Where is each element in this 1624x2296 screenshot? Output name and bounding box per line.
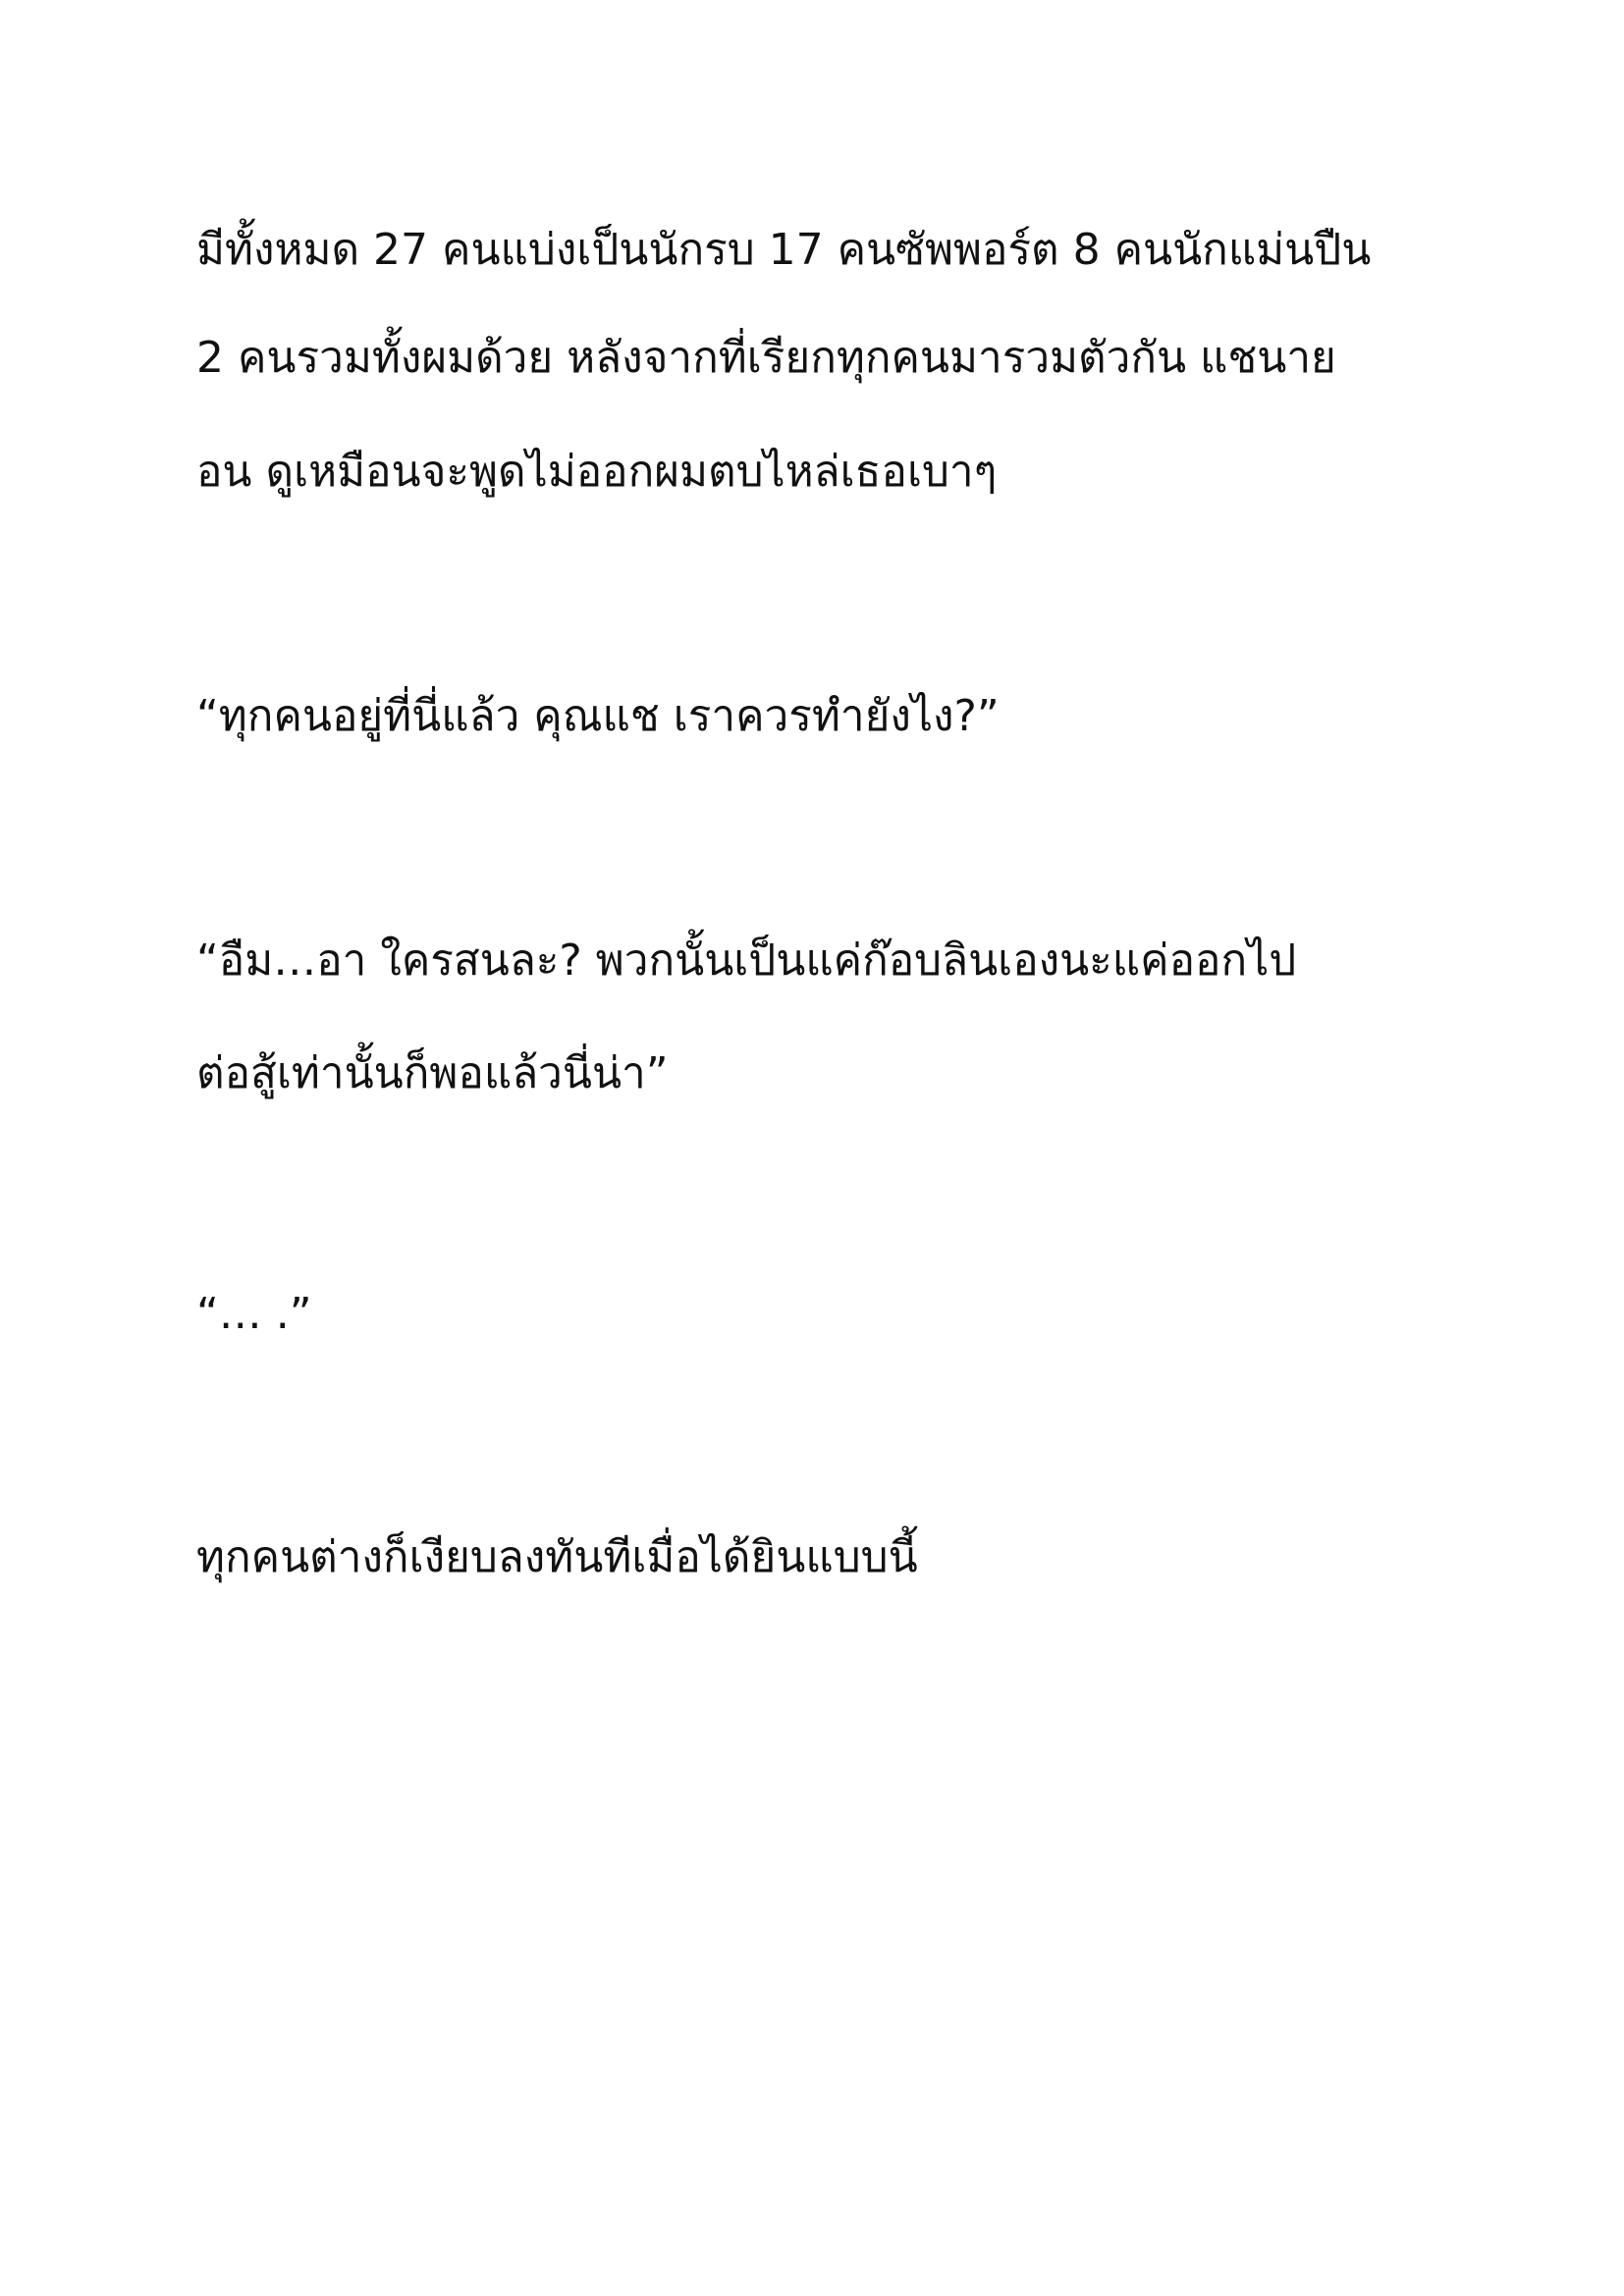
text-line: มีทั้งหมด 27 คนแบ่งเป็นนักรบ 17 คนซัพพอร์ต 8 คนนักแม่นปืน [196,225,1372,275]
dialogue-line: “… .” [196,1289,312,1339]
dialogue-line: “ทุกคนอยู่ที่นี่แล้ว คุณแช เราควรทำยังไง?” [196,691,1000,741]
text-line: อน ดูเหมือนจะพูดไม่ออกผมตบไหล่เธอเบาๆ [196,447,998,497]
text-line: ทุกคนต่างก็เงียบลงทันทีเมื่อได้ยินแบบนี้ [196,1532,918,1582]
dialogue-line: ต่อสู้เท่านั้นก็พอแล้วนี่น่า” [196,1048,669,1098]
text-line: 2 คนรวมทั้งผมด้วย หลังจากที่เรียกทุกคนมารวมตัวกัน แชนาย [196,333,1336,383]
dialogue-line: “อืม…อา ใครสนละ? พวกนั้นเป็นแค่ก๊อบลินเองนะแค่ออกไป [196,935,1297,986]
